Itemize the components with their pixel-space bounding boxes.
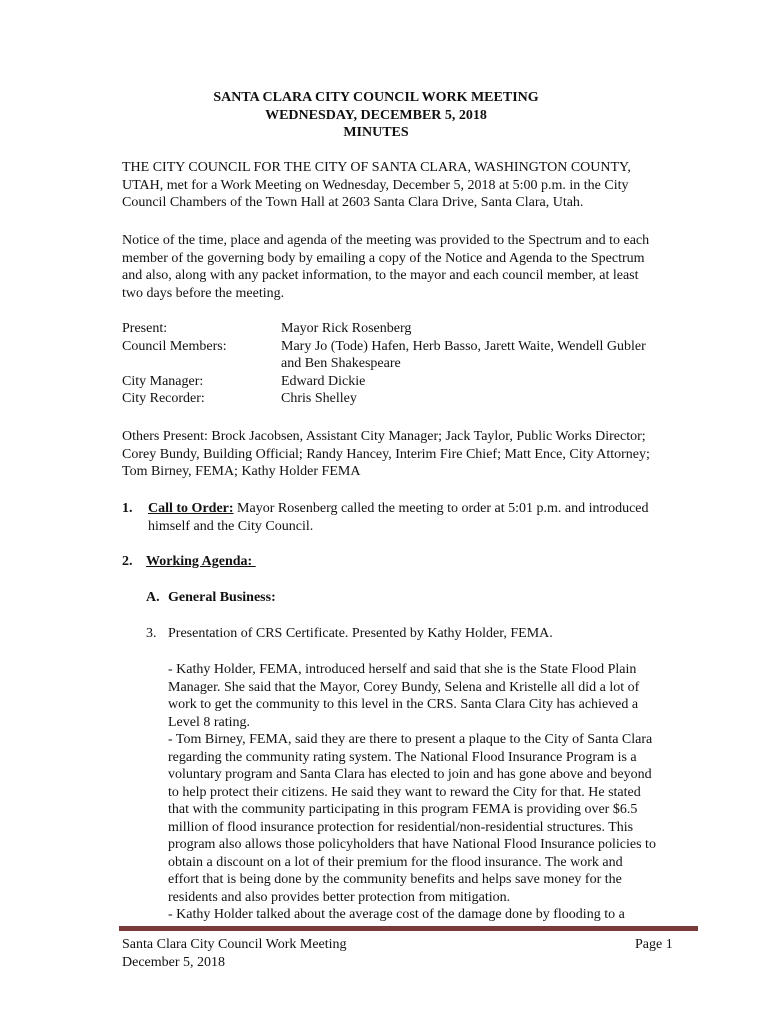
discussion-line: residents and also provides better protection from mitigation. bbox=[168, 889, 511, 905]
discussion-line: work to get the community to this level in the CRS. Santa Clara City has achieved a bbox=[168, 697, 639, 712]
footer-rule bbox=[119, 926, 698, 931]
recorder-value: Chris Shelley bbox=[281, 391, 357, 406]
intro-line: Council Chambers of the Town Hall at 2603 Santa Clara Drive, Santa Clara, Utah. bbox=[122, 195, 584, 210]
discussion-line: obtain a discount on a lot of their premium for the flood insurance. The work and bbox=[168, 854, 623, 870]
notice-paragraph bbox=[122, 232, 702, 302]
item-1-number: 1. bbox=[122, 501, 133, 516]
notice-line: two days before the meeting. bbox=[122, 285, 285, 301]
discussion-line: program also allows those policyholders that have National Flood Insurance policies to bbox=[168, 837, 656, 852]
discussion-line: - Kathy Holder, FEMA, introduced herself and said that she is the State Flood Plain bbox=[168, 662, 637, 677]
discussion-line: Manager. She said that the Mayor, Corey Bundy, Selena and Kristelle all did a lot of bbox=[168, 679, 640, 695]
discussion-line: voluntary program and Santa Clara has elected to join and has gone above and beyond bbox=[168, 767, 652, 782]
notice-line: Notice of the time, place and agenda of the meeting was provided to the Spectrum and to each bbox=[122, 233, 650, 248]
council-value-cont: and Ben Shakespeare bbox=[281, 356, 401, 371]
item-2-number: 2. bbox=[122, 554, 133, 569]
present-label: Present: bbox=[122, 321, 168, 336]
notice-line: member of the governing body by emailing a copy of the Notice and Agenda to the Spectrum bbox=[122, 250, 645, 266]
discussion-line: regarding the community rating system. The National Flood Insurance Program is a bbox=[168, 749, 637, 765]
footer-left bbox=[122, 936, 347, 971]
heading-line-1: SANTA CLARA CITY COUNCIL WORK MEETING bbox=[213, 90, 539, 105]
item-1-line bbox=[148, 500, 708, 518]
item-2-heading: Working Agenda: bbox=[146, 554, 256, 569]
attendance-list bbox=[122, 320, 702, 408]
discussion-line: - Tom Birney, FEMA, said they are there to present a plaque to the City of Santa Clara bbox=[168, 732, 653, 747]
item-3-number: 3. bbox=[146, 626, 157, 641]
attendance-row-council bbox=[122, 338, 702, 356]
crs-discussion bbox=[168, 661, 708, 924]
manager-label: City Manager: bbox=[122, 373, 204, 389]
present-value: Mayor Rick Rosenberg bbox=[281, 321, 412, 336]
others-line: Tom Birney, FEMA; Kathy Holder FEMA bbox=[122, 464, 361, 479]
item-1-heading: Call to Order: bbox=[148, 501, 234, 516]
footer-meeting-name: Santa Clara City Council Work Meeting bbox=[122, 937, 347, 952]
item-a-heading: General Business: bbox=[168, 590, 276, 605]
discussion-line: - Kathy Holder talked about the average cost of the damage done by flooding to a bbox=[168, 907, 625, 922]
item-1-call-to-order bbox=[148, 500, 708, 535]
intro-paragraph bbox=[122, 159, 702, 212]
attendance-row-manager bbox=[122, 373, 702, 391]
others-line: Corey Bundy, Building Official; Randy Hancey, Interim Fire Chief; Matt Ence, City Attorney; bbox=[122, 446, 650, 462]
discussion-line: million of flood insurance protection for residential/non-residential structures. This bbox=[168, 819, 634, 835]
attendance-row-council-cont bbox=[122, 355, 702, 373]
discussion-line: effort that is being done by the community benefits and helps save money for the bbox=[168, 872, 622, 887]
meeting-heading bbox=[0, 89, 752, 142]
intro-line: THE CITY COUNCIL FOR THE CITY OF SANTA CLARA, WASHINGTON COUNTY, bbox=[122, 160, 631, 175]
intro-line: UTAH, met for a Work Meeting on Wednesday, December 5, 2018 at 5:00 p.m. in the City bbox=[122, 177, 629, 193]
council-value: Mary Jo (Tode) Hafen, Herb Basso, Jarett Waite, Wendell Gubler bbox=[281, 338, 646, 354]
notice-line: and also, along with any packet information, to the mayor and each council member, at least bbox=[122, 268, 639, 283]
item-3-text: Presentation of CRS Certificate. Presented by Kathy Holder, FEMA. bbox=[168, 626, 553, 641]
discussion-line: that with the community participating in this program FEMA is providing over $6.5 bbox=[168, 802, 638, 817]
discussion-line: to help protect their citizens. He said they want to reward the City for that. He stated bbox=[168, 784, 641, 800]
page-number: Page 1 bbox=[635, 937, 673, 952]
item-1-text: Mayor Rosenberg called the meeting to order at 5:01 p.m. and introduced bbox=[233, 501, 649, 516]
heading-line-2: WEDNESDAY, DECEMBER 5, 2018 bbox=[265, 107, 487, 123]
attendance-row-present bbox=[122, 320, 702, 338]
discussion-line: Level 8 rating. bbox=[168, 714, 251, 730]
council-label: Council Members: bbox=[122, 338, 227, 354]
item-1-line-2: himself and the City Council. bbox=[148, 518, 314, 534]
heading-line-3: MINUTES bbox=[343, 125, 409, 140]
footer-date: December 5, 2018 bbox=[122, 954, 226, 970]
recorder-label: City Recorder: bbox=[122, 391, 205, 406]
others-present-paragraph bbox=[122, 428, 702, 481]
item-a-number: A. bbox=[146, 590, 160, 605]
attendance-row-recorder bbox=[122, 390, 702, 408]
manager-value: Edward Dickie bbox=[281, 373, 366, 389]
others-line: Others Present: Brock Jacobsen, Assistant City Manager; Jack Taylor, Public Works Director; bbox=[122, 429, 646, 444]
